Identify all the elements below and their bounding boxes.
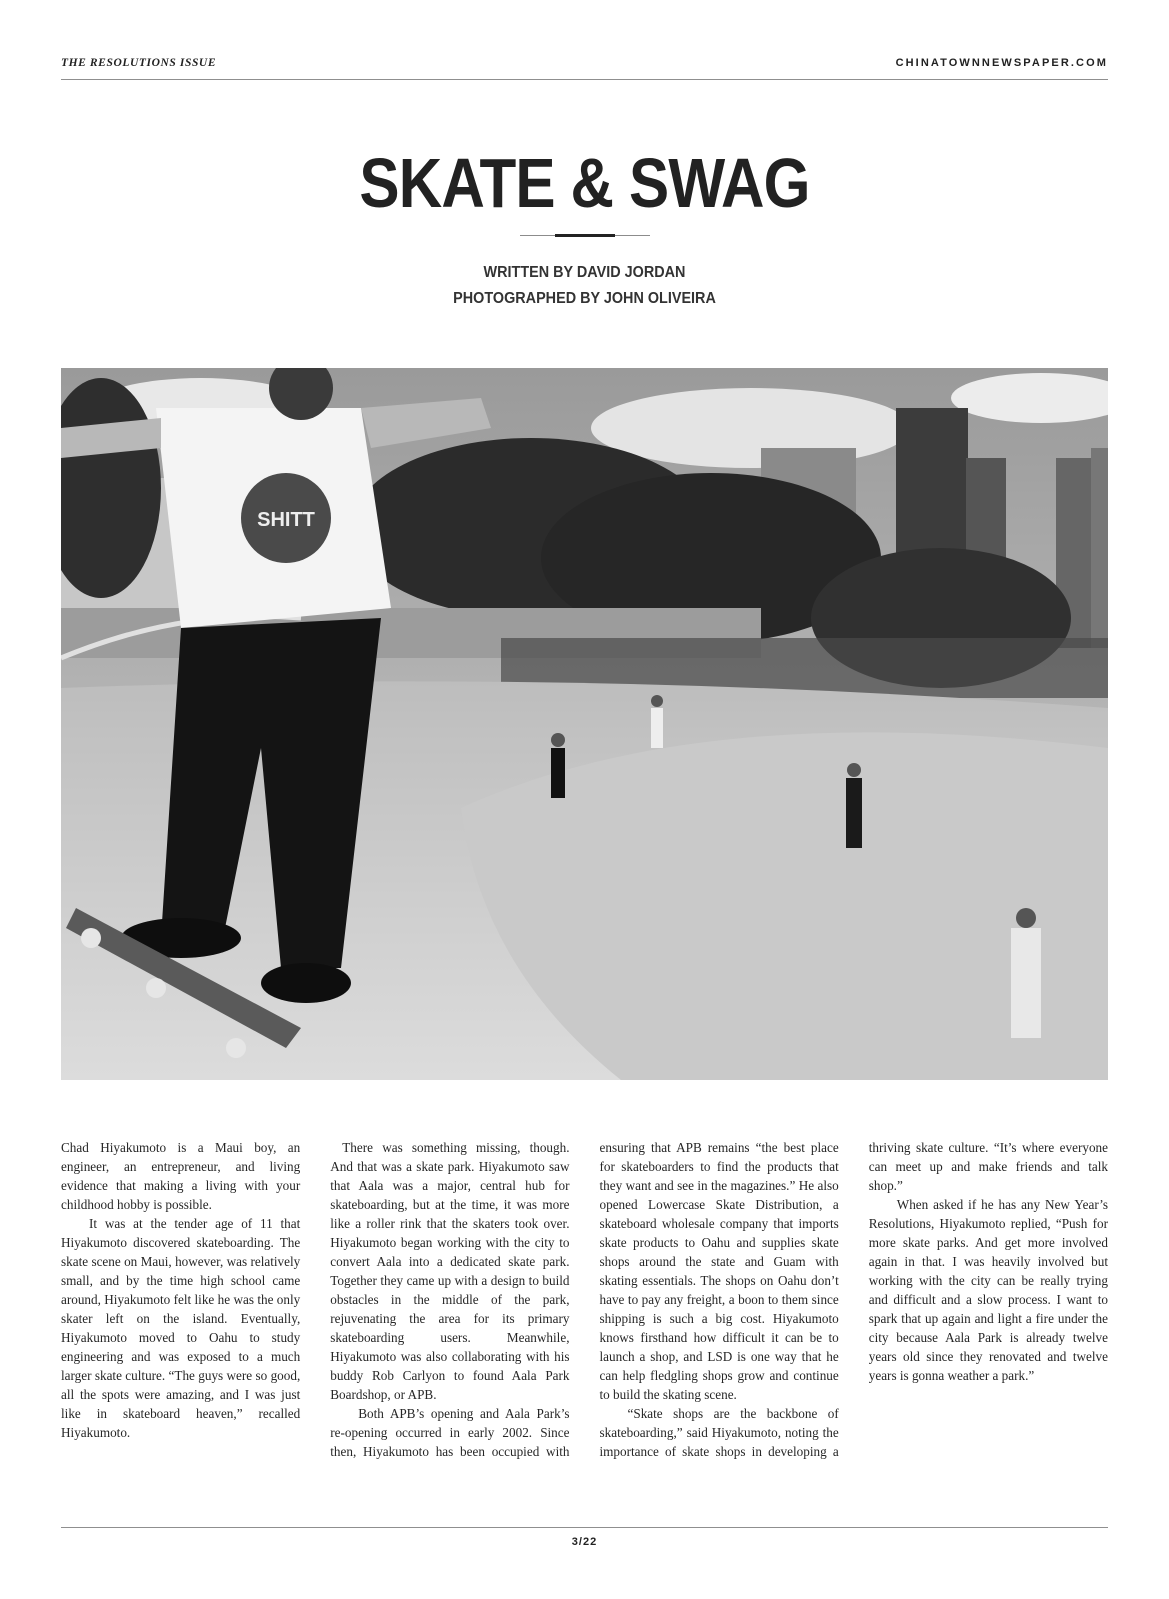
byline-photographer: PHOTOGRAPHED BY JOHN OLIVEIRA [453, 290, 716, 307]
footer-divider [61, 1527, 1108, 1528]
paragraph: There was something missing, though. And that was a skate park. Hiyakumoto saw that Aala was a major, central hub for skateboarding, but at the time, it was more like a roller rink that the skaters took over. Hiyakumoto began working with the city to convert Aala into a dedicated skate park. Together they came up with a design to build obstacles in the middle of the park, rejuvenating the area for its primary skateboarding users. Meanwhile, Hiyakumoto was also collaborating with his buddy Rob Carlyon to found Aala Park Boardshop, or APB. [330, 1140, 570, 1402]
shirt-logo-text: SHITT [257, 509, 315, 531]
running-head [61, 57, 1108, 71]
title-divider-accent [555, 234, 615, 237]
hero-photo [61, 368, 1108, 1080]
page-number: 3/22 [571, 1536, 598, 1548]
paragraph: Both APB’s opening and Aala Park’s re-opening occurred in early 2002. Since then, Hiyakumoto has been occupied with ensuring that APB remains “the best place for skateboarders to find the products that they want and see in the magazines.” He also opened Lowercase Skate Distribution, a skateboard wholesale company that imports skate products to Oahu and supplies skate shops around the state and Guam with skating essentials. The shops on Oahu don’t have to pay any freight, a boon to them since shipping is such a big cost. Hiyakumoto knows firsthand how difficult it can be to launch a shop, and LSD is one way that he can help fledgling shops grow and continue to build the skating scene. [330, 1140, 839, 1459]
paragraph: When asked if he has any New Year’s Resolutions, Hiyakumoto replied, “Push for more skate parks. And get more involved again in that. I was heavily involved but working with the city can be really trying and difficult and a slow process. I want to spark that up again and light a fire under the city because Aala Park is already twelve years old since they renovated and twelve years is gonna weather a park.” [868, 1197, 1108, 1383]
article-body [61, 1138, 1108, 1468]
paragraph: It was at the tender age of 11 that Hiyakumoto discovered skateboarding. The skate scene on Maui, however, was relatively small, and by the time high school came around, Hiyakumoto felt like he was the only skater left on the island. Eventually, Hiyakumoto moved to Oahu to study engineering and was exposed to a much larger skate culture. “The guys were so good, all the spots were amazing, and I was just like in skateboard heaven,” recalled Hiyakumoto. [61, 1216, 301, 1440]
site-url[interactable]: CHINATOWNNEWSPAPER.COM [895, 57, 1108, 69]
issue-label: THE RESOLUTIONS ISSUE [61, 57, 217, 69]
byline-writer: WRITTEN BY DAVID JORDAN [483, 264, 686, 281]
skatepark-photo-illustration [61, 368, 1108, 1080]
header-divider [61, 79, 1108, 80]
paragraph: “Skate shops are the backbone of skateboarding,” said Hiyakumoto, noting the importance of skate shops in developing a thriving skate culture. “It’s where everyone can meet up and make friends and talk shop.” [599, 1140, 1108, 1459]
paragraph: Chad Hiyakumoto is a Maui boy, an engineer, an entrepreneur, and living evidence that making a living with your childhood hobby is possible. [61, 1140, 301, 1212]
article-title: SKATE & SWAG [359, 144, 810, 222]
